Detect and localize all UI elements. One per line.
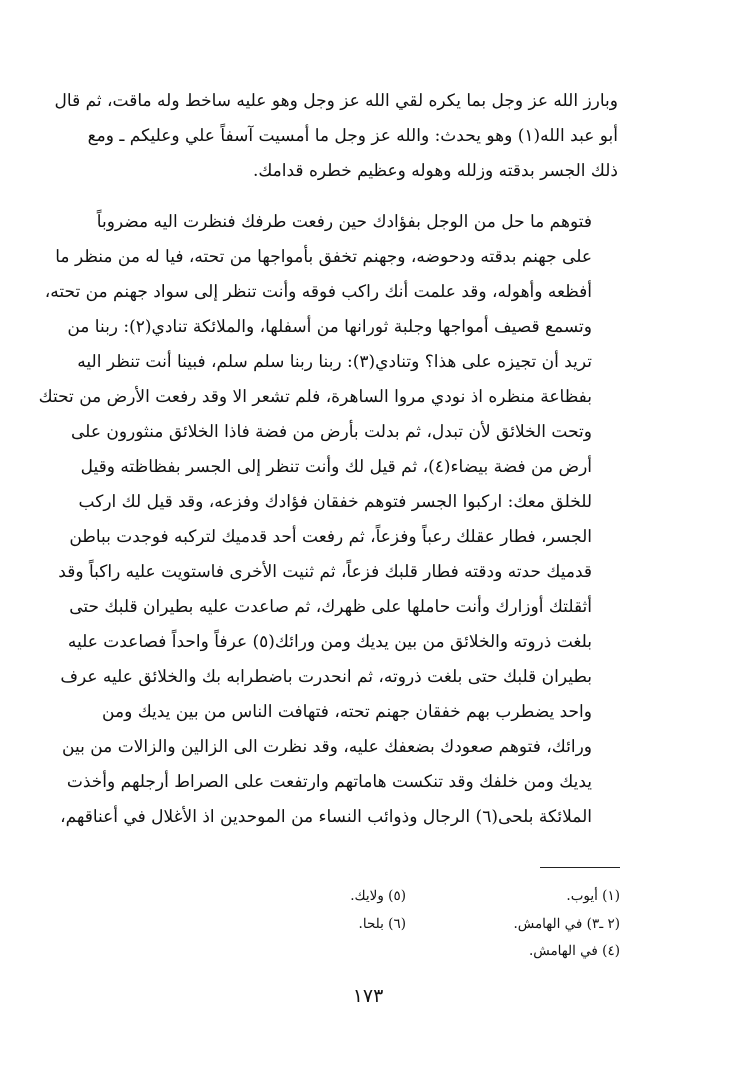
text-line: بفظاعة منظره اذ نودي مروا الساهرة، فلم تشعر الا وقد رفعت الأرض من تحتك <box>38 387 592 407</box>
text-line: قدميك حدته ودقته فطار قلبك فزعاً، ثم ثنيت الأخرى فاستويت عليه راكباً وقد <box>58 562 592 582</box>
text-line: بطيران قلبك حتى بلغت ذروته، ثم انحدرت باضطرابه بك والخلائق عليه عرف <box>60 667 592 687</box>
text-line: أفظعه وأهوله، وقد علمت أنك راكب فوقه وأنت تنظر إلى سواد جهنم من تحته، <box>44 282 592 302</box>
text-line: الملائكة بلحى(٦) الرجال وذوائب النساء من الموحدين اذ الأغلال في أعناقهم، <box>60 807 592 827</box>
text-line: للخلق معك: اركبوا الجسر فتوهم خفقان فؤادك وفزعه، وقد قيل لك اركب <box>78 492 592 512</box>
footnote-5: (٥) ولايك. <box>350 888 406 904</box>
text-line: على جهنم بدقته ودحوضه، وجهنم تخفق بأمواجها من تحته، فيا له من منظر ما <box>55 247 592 267</box>
text-line: فتوهم ما حل من الوجل بفؤادك حين رفعت طرفك فنظرت اليه مضروباً <box>96 212 592 232</box>
text-line: أثقلتك أوزارك وأنت حاملها على ظهرك، ثم صاعدت عليه بطيران قلبك حتى <box>69 597 592 617</box>
text-line: واحد يضطرب بهم خفقان جهنم تحته، فتهافت الناس من بين يديك ومن <box>102 702 592 722</box>
text-line: وتحت الخلائق لأن تبدل، ثم بدلت بأرض من فضة فاذا الخلائق منثورون على <box>71 422 592 442</box>
footnote-6: (٦) بلحا. <box>358 916 406 932</box>
text-line: تريد أن تجيزه على هذا؟ وتنادي(٣): ربنا ربنا سلم سلم، فبينا أنت تنظر اليه <box>77 352 592 372</box>
text-line: أبو عبد الله(١) وهو يحدث: والله عز وجل ما أمسيت آسفاً علي وعليكم ـ ومع <box>87 126 618 146</box>
text-line: ورائك، فتوهم صعودك بضعفك عليه، وقد نظرت الى الزالين والزالات من بين <box>62 737 592 757</box>
footnote-4: (٤) في الهامش. <box>528 943 620 959</box>
text-line: وبارز الله عز وجل بما يكره لقي الله عز وجل وهو عليه ساخط وله ماقت، ثم قال <box>54 91 618 111</box>
text-line: وتسمع قصيف أمواجها وجلبة ثورانها من أسفلها، والملائكة تنادي(٢): ربنا من <box>67 317 592 337</box>
footnote-1: (١) أيوب. <box>566 888 620 904</box>
text-line: أرض من فضة بيضاء(٤)، ثم قيل لك وأنت تنظر إلى الجسر بفظاظته وقيل <box>80 457 592 477</box>
footnote-2-3: (٢ ـ٣) في الهامش. <box>513 916 620 932</box>
paragraph-1 <box>54 84 618 189</box>
page-number: ١٧٣ <box>352 985 384 1007</box>
text-line: الجسر، فطار عقلك رعباً وفزعاً، ثم رفعت أحد قدميك لتركبه فوجدت بباطن <box>69 527 592 547</box>
text-line: ذلك الجسر بدقته وزلله وهوله وعظيم خطره قدامك. <box>252 161 618 181</box>
footnote-separator <box>540 867 620 868</box>
paragraph-2 <box>38 205 618 835</box>
text-line: بلغت ذروته والخلائق من بين يديك ومن ورائك(٥) عرفاً واحداً فصاعدت عليه <box>67 632 592 652</box>
text-line: يديك ومن خلفك وقد تنكست هاماتهم وارتفعت على الصراط أرجلهم وأخذت <box>66 772 592 792</box>
